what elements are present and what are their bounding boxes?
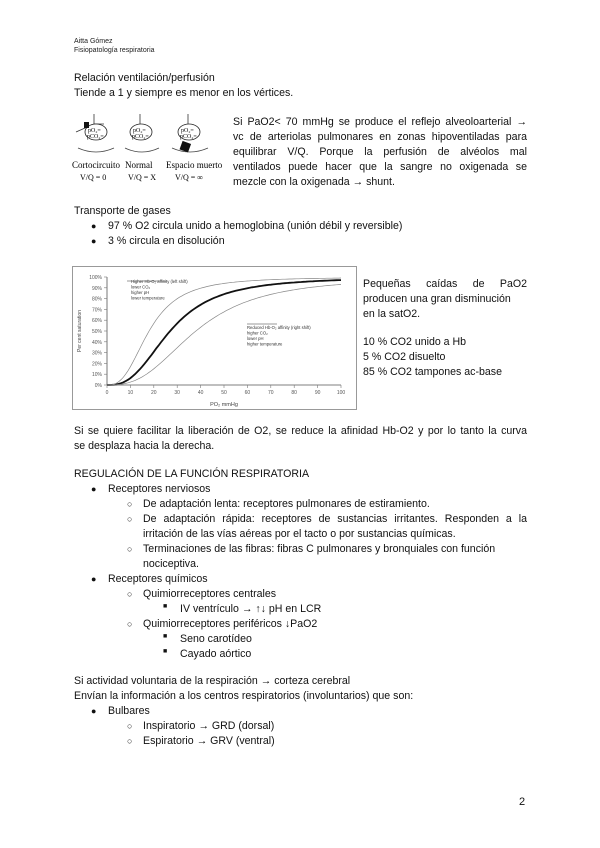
bullet-dot: ● [91,706,97,716]
vq-para-line-4: ventilados puede hacer que la sangre no oxigenada se [233,161,527,173]
ratio-shunt: V/Q = 0 [80,173,107,182]
transporte-bullet-1: 97 % O2 circula unido a hemoglobina (unión débil y reversible) [108,220,403,232]
nerviosos-item-3b: nociceptiva. [143,558,199,570]
annotation-left: Higher Hb-O₂ affinity (left shift) [131,279,188,284]
annotation-left: lower temperature [131,295,165,301]
vq-para-line-1: Si PaO2< 70 mmHg se produce el reflejo alveoloarterial → [233,116,527,128]
circle-bullet: ○ [127,736,133,746]
ratio-dead-space: V/Q = ∞ [175,173,203,182]
y-axis-label: Per cent saturation [77,310,83,352]
transporte-heading: Transporte de gases [74,205,171,217]
y-tick-label: 90% [91,285,102,292]
desplaza-line-1: Si se quiere facilitar la liberación de O2, se reduce la afinidad Hb-O2 y por lo tanto la curva [74,425,527,437]
x-tick-label: 40 [197,390,204,396]
vq-para-line-2: vc de arteriolas pulmonares en zonas hipoventiladas para [233,131,527,143]
bullet-dot: ● [91,574,97,584]
vq-para-line-3: equilibrar V/Q. Porque la perfusión de alvéolos mal [233,146,527,158]
vq-figure [70,112,230,190]
square-bullet: ■ [163,603,168,610]
perifericos-sub-1: Seno carotídeo [180,633,252,645]
perifericos-sub-2: Cayado aórtico [180,648,252,660]
annotation-right: higher temperature [247,341,283,347]
vq-heading: Relación ventilación/perfusión [74,72,215,84]
co2-line-1: 10 % CO2 unido a Hb [363,336,467,348]
bullet-dot: ● [91,236,97,246]
nerviosos-item-3: Terminaciones de las fibras: fibras C pulmonares y bronquiales con función [143,543,496,555]
bullet-dot: ● [91,484,97,494]
vq-unit-normal [125,114,159,152]
unit2-pco2: pCO₂= [132,134,149,140]
unit1-po2: pO₂= [88,128,101,134]
circle-bullet: ○ [127,589,133,599]
label-dead-space: Espacio muerto [166,160,223,170]
y-tick-label: 80% [91,296,102,303]
circle-bullet: ○ [127,499,133,509]
header-subject: Fisiopatología respiratoria [74,47,155,54]
y-tick-label: 20% [91,361,102,368]
side-line-1: Pequeñas caídas de PaO2 [363,278,527,290]
x-tick-label: 0 [105,390,109,396]
vq-para-line-5: mezcle con la oxigenada → shunt. [233,176,395,188]
y-tick-label: 70% [91,307,102,314]
x-tick-label: 50 [221,390,227,396]
x-tick-label: 10 [127,390,134,396]
x-tick-label: 80 [291,390,297,396]
transporte-bullet-2: 3 % circula en disolución [108,235,225,247]
oxyhemoglobin-chart [72,266,357,410]
side-line-3: en la satO2. [363,308,421,320]
side-line-2: producen una gran disminución [363,293,511,305]
bulbares-item-1: Inspiratorio → GRD (dorsal) [143,720,275,732]
co2-line-2: 5 % CO2 disuelto [363,351,446,363]
vq-intro: Tiende a 1 y siempre es menor en los vértices. [74,87,294,99]
x-tick-label: 60 [244,390,251,396]
label-shunt: Cortocircuito [72,160,120,170]
x-tick-label: 100 [336,390,346,396]
y-tick-label: 0% [94,383,102,389]
bulbares-label: Bulbares [108,705,150,717]
x-tick-label: 70 [268,390,274,396]
circle-bullet: ○ [127,619,133,629]
circle-bullet: ○ [127,514,133,524]
y-tick-label: 60% [91,318,102,325]
square-bullet: ■ [163,633,168,640]
vq-unit-dead-space [172,114,208,152]
y-tick-label: 50% [91,329,102,335]
bullet-dot: ● [91,221,97,231]
annotation-right: higher CO₂ [247,330,268,336]
nerviosos-item-1: De adaptación lenta: receptores pulmonares de estiramiento. [143,498,430,510]
quimicos-perifericos: Quimiorreceptores periféricos ↓PaO2 [143,618,318,630]
x-tick-label: 90 [314,390,321,396]
y-tick-label: 40% [91,339,102,346]
voluntaria-line: Si actividad voluntaria de la respiración → corteza cerebral [74,675,351,687]
envian-line: Envían la información a los centros respiratorios (involuntarios) que son: [74,690,414,702]
co2-line-3: 85 % CO2 tampones ac-base [363,366,502,378]
desplaza-line-2: se desplaza hacia la derecha. [74,440,215,452]
annotation-right: Reduced Hb-O₂ affinity (right shift) [247,325,311,330]
header-author: Aitta Gómez [74,38,113,45]
vq-unit-shunt [76,114,114,152]
label-normal: Normal [125,160,153,170]
quimicos-label: Receptores químicos [108,573,208,585]
nerviosos-item-2b: irritación de las vías aéreas por el tacto o por sustancias químicas. [143,528,456,540]
y-tick-label: 10% [91,372,102,379]
y-tick-label: 100% [89,275,102,281]
circle-bullet: ○ [127,544,133,554]
unit1-pco2: pCO₂= [87,134,104,140]
quimicos-centrales-sub: IV ventrículo → ↑↓ pH en LCR [180,603,322,615]
nerviosos-label: Receptores nerviosos [108,483,211,495]
unit3-po2: pO₂= [181,128,194,134]
annotation-right: lower pH [247,336,264,341]
unit2-po2: pO₂= [133,128,146,134]
circle-bullet: ○ [127,721,133,731]
annotation-left: higher pH [131,290,150,295]
square-bullet: ■ [163,648,168,655]
page-number: 2 [519,796,526,808]
x-tick-label: 20 [151,390,157,396]
x-tick-label: 30 [174,390,180,396]
bulbares-item-2: Espiratorio → GRV (ventral) [143,735,275,747]
regulacion-heading: REGULACIÓN DE LA FUNCIÓN RESPIRATORIA [74,468,310,480]
x-axis-label: PO₂ mmHg [210,402,238,408]
nerviosos-item-2: De adaptación rápida: receptores de sustancias irritantes. Responden a la [143,513,527,525]
ratio-normal: V/Q = X [128,173,157,182]
unit3-pco2: pCO₂= [180,134,197,140]
quimicos-centrales: Quimiorreceptores centrales [143,588,277,600]
y-tick-label: 30% [91,350,102,357]
annotation-left: lower CO₂ [131,284,151,290]
